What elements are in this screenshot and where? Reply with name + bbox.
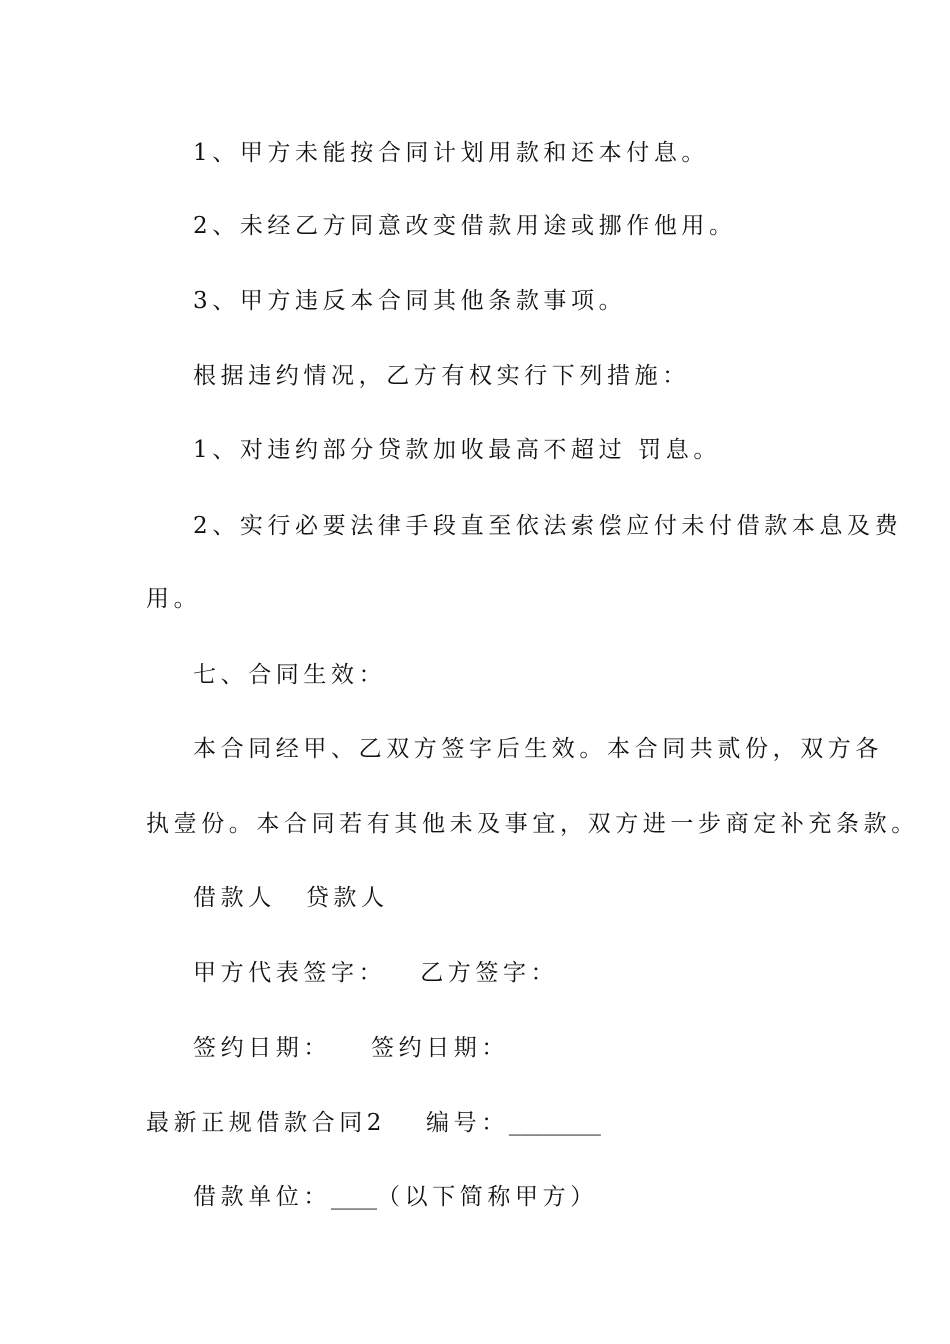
effect-paragraph-line-2: 执壹份。本合同若有其他未及事宜，双方进一步商定补充条款。 [146,811,919,837]
lender-label: 贷款人 [305,885,389,911]
sign-date-label-a: 签约日期： [193,1035,331,1061]
signature-sign-row [193,958,558,988]
measure-2-line-2: 用。 [146,586,202,612]
measure-1: 1、对违约部分贷款加收最高不超过 罚息。 [193,437,721,463]
party-a-sign-label: 甲方代表签字： [193,960,387,986]
borrower-unit-row [193,1182,598,1212]
clause-breach-2: 2、未经乙方同意改变借款用途或挪作他用。 [193,213,737,239]
signature-date-row [193,1033,509,1063]
clause-breach-1: 1、甲方未能按合同计划用款和还本付息。 [193,140,710,166]
contract-2-title: 最新正规借款合同2 [146,1110,387,1136]
sign-date-label-b: 签约日期： [371,1035,509,1061]
borrower-unit-suffix: （以下简称甲方） [377,1184,598,1210]
party-b-sign-label: 乙方签字： [420,960,559,986]
signature-parties-row [193,883,389,913]
measure-2-line-1: 2、实行必要法律手段直至依法索偿应付未付借款本息及费 [193,513,903,539]
measures-intro: 根据违约情况，乙方有权实行下列措施： [193,363,690,389]
clause-breach-3: 3、甲方违反本合同其他条款事项。 [193,288,627,314]
borrower-unit-blank: ____ [331,1184,377,1210]
number-blank: ________ [508,1110,601,1136]
contract-2-header [146,1108,601,1138]
section-heading-effect: 七、合同生效： [193,662,387,688]
borrower-label: 借款人 [193,885,276,911]
borrower-unit-label: 借款单位： [193,1184,331,1210]
number-label: 编号： [426,1110,509,1136]
effect-paragraph-line-1: 本合同经甲、乙双方签字后生效。本合同共贰份，双方各 [193,736,883,762]
